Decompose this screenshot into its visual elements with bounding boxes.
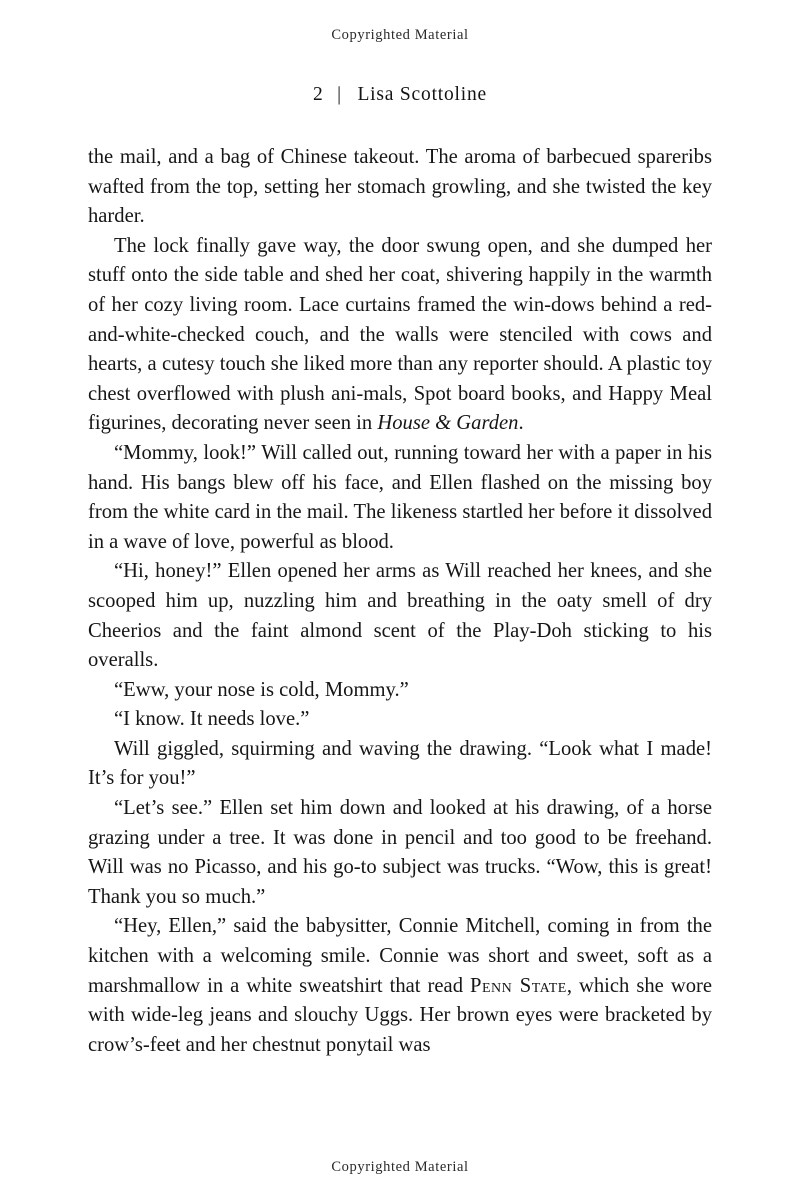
body-paragraph: “Eww, your nose is cold, Mommy.” <box>114 678 409 701</box>
body-paragraph: “Hi, honey!” Ellen opened her arms as Will reached her knees, and she scooped him up, nuzzling him and breathing in the oaty smell of dry Cheerios and the faint almond scent of the Play-Doh sticking to his overalls. <box>88 560 712 672</box>
italic-title: House & Garden <box>377 412 519 435</box>
body-paragraph: “Hey, Ellen,” said the babysitter, Connie Mitchell, coming in from the kitchen with a welcoming smile. Connie was short and sweet, soft as a marshmallow in a white sweatshirt that read Penn State, which she wore with wide-leg jeans and slouchy Uggs. Her brown eyes were bracketed by crow’s-feet and her chestnut ponytail was <box>88 915 713 1056</box>
copyright-watermark-top: Copyrighted Material <box>331 27 469 43</box>
body-paragraph: the mail, and a bag of Chinese takeout. The aroma of barbecued spareribs wafted from the top, setting her stomach growling, and she twisted the key harder. <box>88 146 712 228</box>
body-paragraph: “I know. It needs love.” <box>114 708 310 731</box>
running-head-separator: | <box>337 84 342 105</box>
page-number: 2 <box>313 84 324 105</box>
author-name: Lisa Scottoline <box>357 84 487 105</box>
running-head <box>0 84 800 106</box>
body-paragraph: Will giggled, squirming and waving the drawing. “Look what I made! It’s for you!” <box>88 737 712 790</box>
body-paragraph: “Let’s see.” Ellen set him down and looked at his drawing, of a horse grazing under a tree. It was done in pencil and too good to be freehand. Will was no Picasso, and his go-to subject was trucks. “Wow, this is great! Thank you so much.” <box>88 797 712 908</box>
small-caps-text: Penn State <box>470 974 567 997</box>
body-paragraph: The lock finally gave way, the door swung open, and she dumped her stuff onto the side table and shed her coat, shivering happily in the warmth of her cozy living room. Lace curtains framed the win-dows behind a red-and-white-checked couch, and the walls were stenciled with cows and hearts, a cutesy touch she liked more than any reporter should. A plastic toy chest overflowed with plush ani-mals, Spot board books, and Happy Meal figurines, decorating never seen in House & Garden. <box>88 234 712 435</box>
body-paragraph: “Mommy, look!” Will called out, running toward her with a paper in his hand. His bangs blew off his face, and Ellen flashed on the missing boy from the white card in the mail. The likeness startled her before it dissolved in a wave of love, powerful as blood. <box>88 441 712 553</box>
copyright-watermark-bottom: Copyrighted Material <box>331 1159 469 1175</box>
body-text <box>88 143 712 1060</box>
